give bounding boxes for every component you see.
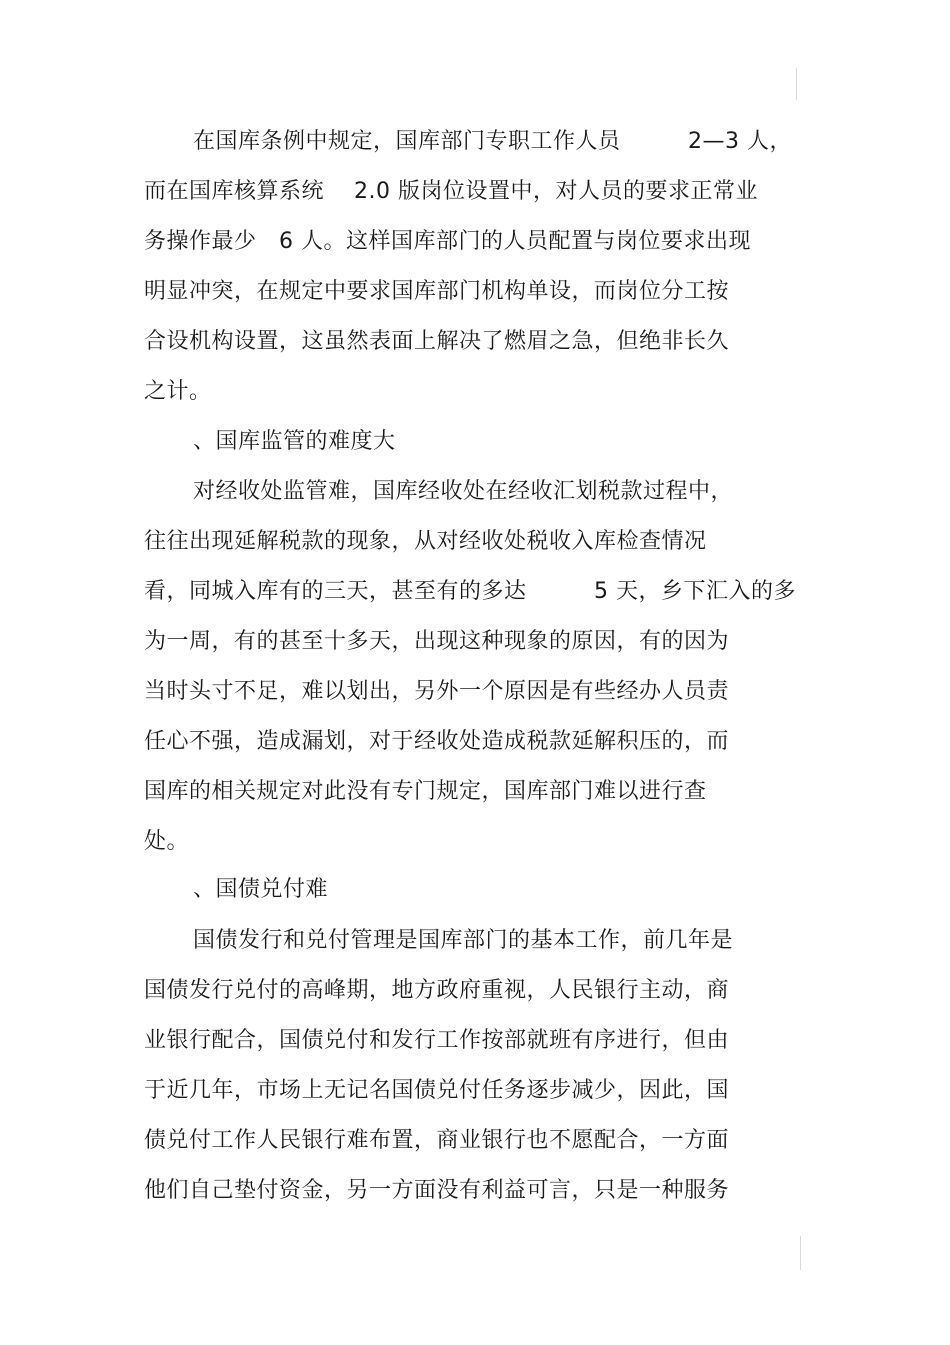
crop-mark-top-right xyxy=(796,68,797,100)
paragraph-line: 当时头寸不足，难以划出，另外一个原因是有些经办人员责 xyxy=(144,679,730,704)
paragraph-line: 往往出现延解税款的现象，从对经收处税收入库检查情况 xyxy=(144,529,707,554)
section-heading: 、国债兑付难 xyxy=(193,877,329,902)
paragraph-line: 合设机构设置，这虽然表面上解决了燃眉之急，但绝非长久 xyxy=(144,329,730,354)
paragraph-line: 于近几年，市场上无记名国债兑付任务逐步减少，因此，国 xyxy=(144,1078,730,1103)
paragraph-line: 之计。 xyxy=(144,379,212,404)
paragraph-line: 对经收处监管难，国库经收处在经收汇划税款过程中， xyxy=(193,479,734,504)
paragraph-line: 国库的相关规定对此没有专门规定，国库部门难以进行查 xyxy=(144,779,707,804)
crop-mark-bottom-right xyxy=(800,1236,801,1270)
paragraph-line: 国债发行兑付的高峰期，地方政府重视，人民银行主动，商 xyxy=(144,978,730,1003)
paragraph-line: 明显冲突，在规定中要求国库部门机构单设，而岗位分工按 xyxy=(144,279,730,304)
section-heading: 、国库监管的难度大 xyxy=(193,429,396,454)
paragraph-line: 国债发行和兑付管理是国库部门的基本工作，前几年是 xyxy=(193,928,734,953)
paragraph-line: 而在国库核算系统 2.0 版岗位设置中，对人员的要求正常业 xyxy=(144,179,758,204)
paragraph-line: 他们自己垫付资金，另一方面没有利益可言，只是一种服务 xyxy=(144,1178,730,1203)
paragraph-line: 债兑付工作人民银行难布置，商业银行也不愿配合，一方面 xyxy=(144,1128,730,1153)
paragraph-line: 在国库条例中规定，国库部门专职工作人员 2—3 人， xyxy=(193,129,792,154)
paragraph-line: 业银行配合，国债兑付和发行工作按部就班有序进行，但由 xyxy=(144,1028,730,1053)
paragraph-line: 处。 xyxy=(144,829,190,854)
paragraph-line: 为一周，有的甚至十多天，出现这种现象的原因，有的因为 xyxy=(144,629,730,654)
paragraph-line: 务操作最少 6 人。这样国库部门的人员配置与岗位要求出现 xyxy=(144,229,751,254)
paragraph-line: 看，同城入库有的三天，甚至有的多达 5 天，乡下汇入的多 xyxy=(144,579,796,604)
paragraph-line: 任心不强，造成漏划，对于经收处造成税款延解积压的，而 xyxy=(144,729,730,754)
